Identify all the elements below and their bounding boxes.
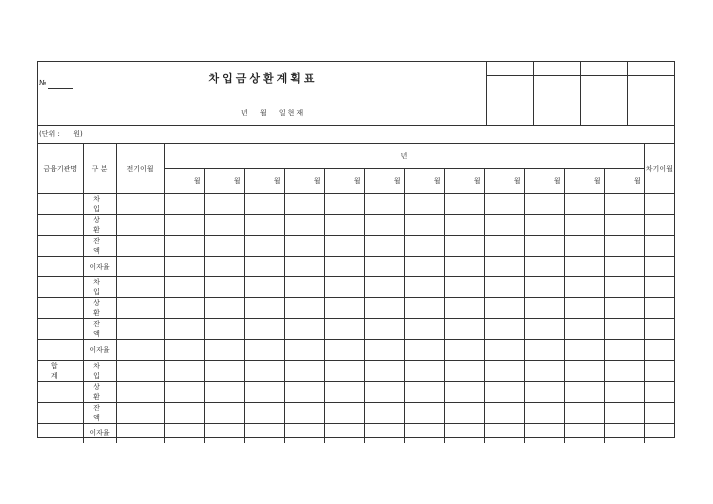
- month-value-cell[interactable]: [284, 381, 324, 402]
- prev-balance-cell[interactable]: [116, 360, 164, 381]
- month-value-cell[interactable]: [364, 381, 404, 402]
- institution-cell[interactable]: [38, 277, 83, 298]
- month-value-cell[interactable]: [204, 340, 244, 360]
- month-value-cell[interactable]: [204, 257, 244, 277]
- next-balance-cell[interactable]: [644, 340, 674, 360]
- month-value-cell[interactable]: [604, 381, 644, 402]
- next-balance-cell[interactable]: [644, 215, 674, 236]
- month-value-cell[interactable]: [524, 340, 564, 360]
- institution-header: 금융기관명: [38, 144, 83, 194]
- month-value-cell[interactable]: [524, 319, 564, 340]
- month-value-cell[interactable]: [564, 215, 604, 236]
- month-value-cell[interactable]: [604, 215, 644, 236]
- month-value-cell[interactable]: [484, 360, 524, 381]
- prev-balance-cell[interactable]: [116, 423, 164, 443]
- month-value-cell[interactable]: [204, 319, 244, 340]
- month-value-cell[interactable]: [524, 277, 564, 298]
- month-value-cell[interactable]: [204, 215, 244, 236]
- month-value-cell[interactable]: [244, 257, 284, 277]
- month-value-cell[interactable]: [604, 298, 644, 319]
- month-value-cell[interactable]: [364, 340, 404, 360]
- month-value-cell[interactable]: [444, 277, 484, 298]
- month-value-cell[interactable]: [364, 298, 404, 319]
- month-value-cell[interactable]: [564, 298, 604, 319]
- prev-balance-cell[interactable]: [116, 340, 164, 360]
- month-value-cell[interactable]: [164, 277, 204, 298]
- month-value-cell[interactable]: [324, 360, 364, 381]
- institution-cell[interactable]: [38, 423, 83, 443]
- institution-cell[interactable]: [38, 194, 83, 215]
- month-value-cell[interactable]: [524, 298, 564, 319]
- month-value-cell[interactable]: [244, 319, 284, 340]
- table-row: [38, 423, 674, 443]
- month-value-cell[interactable]: [324, 340, 364, 360]
- month-value-cell[interactable]: [324, 298, 364, 319]
- month-value-cell[interactable]: [524, 215, 564, 236]
- table-row: [38, 319, 674, 340]
- month-value-cell[interactable]: [404, 298, 444, 319]
- table-row: [38, 257, 674, 277]
- month-header-cell: 월: [164, 169, 204, 194]
- category-cell: 이자율: [83, 257, 116, 277]
- month-value-cell[interactable]: [164, 340, 204, 360]
- month-value-cell[interactable]: [404, 215, 444, 236]
- next-balance-cell[interactable]: [644, 257, 674, 277]
- approval-header-cell: [533, 62, 580, 76]
- category-cell: 잔 액: [83, 402, 116, 423]
- month-value-cell[interactable]: [404, 236, 444, 257]
- month-value-cell[interactable]: [284, 277, 324, 298]
- month-value-cell[interactable]: [284, 319, 324, 340]
- month-value-cell[interactable]: [244, 360, 284, 381]
- month-value-cell[interactable]: [204, 402, 244, 423]
- month-value-cell[interactable]: [564, 402, 604, 423]
- month-value-cell[interactable]: [444, 215, 484, 236]
- month-header-cell: 월: [564, 169, 604, 194]
- month-value-cell[interactable]: [244, 423, 284, 443]
- month-value-cell[interactable]: [364, 360, 404, 381]
- month-value-cell[interactable]: [164, 194, 204, 215]
- month-value-cell[interactable]: [524, 257, 564, 277]
- approval-sign-cell[interactable]: [580, 76, 627, 126]
- month-value-cell[interactable]: [604, 236, 644, 257]
- date-line: 년 월 일현재: [240, 109, 306, 117]
- month-value-cell[interactable]: [324, 319, 364, 340]
- prev-balance-cell[interactable]: [116, 381, 164, 402]
- total-label: 합 계: [38, 360, 83, 381]
- category-cell: 차 입: [83, 194, 116, 215]
- table-row: [38, 298, 674, 319]
- institution-cell[interactable]: [38, 215, 83, 236]
- unit-line: (단위 : 원): [38, 125, 674, 144]
- month-value-cell[interactable]: [324, 402, 364, 423]
- month-value-cell[interactable]: [244, 277, 284, 298]
- next-balance-cell[interactable]: [644, 236, 674, 257]
- prev-balance-cell[interactable]: [116, 319, 164, 340]
- institution-cell[interactable]: [38, 298, 83, 319]
- month-value-cell[interactable]: [604, 340, 644, 360]
- month-value-cell[interactable]: [244, 402, 284, 423]
- month-value-cell[interactable]: [204, 236, 244, 257]
- month-value-cell[interactable]: [564, 319, 604, 340]
- institution-cell[interactable]: [38, 340, 83, 360]
- month-value-cell[interactable]: [244, 194, 284, 215]
- prev-balance-cell[interactable]: [116, 215, 164, 236]
- month-value-cell[interactable]: [444, 236, 484, 257]
- approval-header-cell: [580, 62, 627, 76]
- month-value-cell[interactable]: [564, 236, 604, 257]
- month-value-cell[interactable]: [444, 257, 484, 277]
- month-value-cell[interactable]: [484, 277, 524, 298]
- month-value-cell[interactable]: [564, 360, 604, 381]
- category-header: 구 분: [83, 144, 116, 194]
- month-value-cell[interactable]: [524, 423, 564, 443]
- month-value-cell[interactable]: [244, 381, 284, 402]
- month-header-cell: 월: [524, 169, 564, 194]
- month-value-cell[interactable]: [564, 194, 604, 215]
- institution-cell[interactable]: [38, 381, 83, 402]
- month-value-cell[interactable]: [404, 340, 444, 360]
- next-balance-cell[interactable]: [644, 360, 674, 381]
- month-value-cell[interactable]: [484, 236, 524, 257]
- month-header-cell: 월: [404, 169, 444, 194]
- month-value-cell[interactable]: [604, 277, 644, 298]
- month-value-cell[interactable]: [524, 194, 564, 215]
- category-cell: 이자율: [83, 423, 116, 443]
- document-number-field[interactable]: [48, 88, 73, 89]
- month-value-cell[interactable]: [164, 381, 204, 402]
- month-value-cell[interactable]: [364, 194, 404, 215]
- month-value-cell[interactable]: [404, 360, 444, 381]
- next-balance-header: 차기이월: [644, 144, 674, 194]
- month-value-cell[interactable]: [444, 360, 484, 381]
- table-row: [38, 360, 674, 381]
- institution-cell[interactable]: [38, 257, 83, 277]
- table-row: [38, 194, 674, 215]
- month-value-cell[interactable]: [524, 381, 564, 402]
- month-value-cell[interactable]: [324, 257, 364, 277]
- month-value-cell[interactable]: [484, 423, 524, 443]
- month-value-cell[interactable]: [604, 402, 644, 423]
- category-cell: 이자율: [83, 340, 116, 360]
- month-value-cell[interactable]: [204, 423, 244, 443]
- month-value-cell[interactable]: [324, 194, 364, 215]
- prev-balance-cell[interactable]: [116, 277, 164, 298]
- table-row: [38, 381, 674, 402]
- month-value-cell[interactable]: [364, 423, 404, 443]
- month-value-cell[interactable]: [604, 319, 644, 340]
- month-value-cell[interactable]: [444, 194, 484, 215]
- month-value-cell[interactable]: [484, 257, 524, 277]
- month-value-cell[interactable]: [204, 298, 244, 319]
- month-value-cell[interactable]: [604, 194, 644, 215]
- approval-box: [486, 62, 674, 125]
- month-value-cell[interactable]: [164, 215, 204, 236]
- next-balance-cell[interactable]: [644, 298, 674, 319]
- month-value-cell[interactable]: [564, 423, 604, 443]
- month-value-cell[interactable]: [244, 340, 284, 360]
- month-value-cell[interactable]: [284, 236, 324, 257]
- month-header-cell: 월: [604, 169, 644, 194]
- month-value-cell[interactable]: [484, 215, 524, 236]
- month-value-cell[interactable]: [404, 381, 444, 402]
- month-value-cell[interactable]: [524, 236, 564, 257]
- approval-sign-cell[interactable]: [533, 76, 580, 126]
- next-balance-cell[interactable]: [644, 277, 674, 298]
- month-value-cell[interactable]: [604, 360, 644, 381]
- month-value-cell[interactable]: [204, 381, 244, 402]
- month-value-cell[interactable]: [164, 360, 204, 381]
- approval-sign-cell[interactable]: [487, 76, 534, 126]
- month-value-cell[interactable]: [244, 236, 284, 257]
- year-header: 년: [164, 144, 644, 169]
- table-row: [38, 277, 674, 298]
- category-cell: 상 환: [83, 381, 116, 402]
- category-cell: 잔 액: [83, 236, 116, 257]
- table-row: [38, 402, 674, 423]
- month-value-cell[interactable]: [364, 257, 404, 277]
- month-value-cell[interactable]: [364, 215, 404, 236]
- repayment-table: [38, 144, 674, 443]
- month-value-cell[interactable]: [564, 257, 604, 277]
- month-value-cell[interactable]: [364, 402, 404, 423]
- prev-balance-cell[interactable]: [116, 236, 164, 257]
- institution-cell[interactable]: [38, 402, 83, 423]
- month-value-cell[interactable]: [564, 381, 604, 402]
- document-number-label: №: [39, 79, 47, 87]
- month-value-cell[interactable]: [484, 298, 524, 319]
- prev-balance-header: 전기이월: [116, 144, 164, 194]
- month-value-cell[interactable]: [444, 298, 484, 319]
- month-header-cell: 월: [484, 169, 524, 194]
- month-value-cell[interactable]: [564, 277, 604, 298]
- month-value-cell[interactable]: [444, 402, 484, 423]
- month-value-cell[interactable]: [364, 277, 404, 298]
- month-value-cell[interactable]: [284, 423, 324, 443]
- month-value-cell[interactable]: [324, 215, 364, 236]
- table-row: [38, 215, 674, 236]
- month-value-cell[interactable]: [244, 298, 284, 319]
- month-value-cell[interactable]: [404, 194, 444, 215]
- category-cell: 상 환: [83, 215, 116, 236]
- month-header-cell: 월: [204, 169, 244, 194]
- month-value-cell[interactable]: [164, 236, 204, 257]
- month-value-cell[interactable]: [244, 215, 284, 236]
- category-cell: 잔 액: [83, 319, 116, 340]
- institution-cell[interactable]: [38, 319, 83, 340]
- month-value-cell[interactable]: [524, 402, 564, 423]
- month-value-cell[interactable]: [164, 402, 204, 423]
- month-value-cell[interactable]: [164, 298, 204, 319]
- table-row: [38, 236, 674, 257]
- month-value-cell[interactable]: [404, 257, 444, 277]
- month-value-cell[interactable]: [564, 340, 604, 360]
- month-value-cell[interactable]: [524, 360, 564, 381]
- month-value-cell[interactable]: [164, 423, 204, 443]
- next-balance-cell[interactable]: [644, 423, 674, 443]
- month-value-cell[interactable]: [324, 423, 364, 443]
- month-value-cell[interactable]: [484, 340, 524, 360]
- month-value-cell[interactable]: [284, 215, 324, 236]
- month-value-cell[interactable]: [444, 319, 484, 340]
- month-header-cell: 월: [444, 169, 484, 194]
- month-value-cell[interactable]: [404, 277, 444, 298]
- month-value-cell[interactable]: [604, 423, 644, 443]
- next-balance-cell[interactable]: [644, 381, 674, 402]
- month-header-cell: 월: [284, 169, 324, 194]
- category-cell: 차 입: [83, 277, 116, 298]
- month-header-cell: 월: [364, 169, 404, 194]
- month-value-cell[interactable]: [404, 319, 444, 340]
- prev-balance-cell[interactable]: [116, 257, 164, 277]
- month-header-cell: 월: [324, 169, 364, 194]
- month-value-cell[interactable]: [364, 236, 404, 257]
- month-value-cell[interactable]: [484, 319, 524, 340]
- form-title: 차입금상환계획표: [208, 72, 318, 85]
- month-value-cell[interactable]: [404, 402, 444, 423]
- month-value-cell[interactable]: [284, 298, 324, 319]
- month-value-cell[interactable]: [284, 360, 324, 381]
- month-value-cell[interactable]: [444, 423, 484, 443]
- month-value-cell[interactable]: [364, 319, 404, 340]
- month-value-cell[interactable]: [204, 277, 244, 298]
- form-header: [38, 62, 674, 126]
- month-value-cell[interactable]: [324, 236, 364, 257]
- month-value-cell[interactable]: [284, 402, 324, 423]
- month-value-cell[interactable]: [484, 402, 524, 423]
- table-row: [38, 340, 674, 360]
- category-cell: 상 환: [83, 298, 116, 319]
- prev-balance-cell[interactable]: [116, 194, 164, 215]
- month-header-cell: 월: [244, 169, 284, 194]
- approval-header-cell: [627, 62, 674, 76]
- debt-repayment-form: [37, 61, 675, 438]
- approval-sign-cell[interactable]: [627, 76, 674, 126]
- month-value-cell[interactable]: [444, 340, 484, 360]
- month-value-cell[interactable]: [164, 319, 204, 340]
- category-cell: 차 입: [83, 360, 116, 381]
- month-value-cell[interactable]: [404, 423, 444, 443]
- month-value-cell[interactable]: [484, 381, 524, 402]
- month-value-cell[interactable]: [284, 340, 324, 360]
- next-balance-cell[interactable]: [644, 194, 674, 215]
- institution-cell[interactable]: [38, 236, 83, 257]
- month-value-cell[interactable]: [444, 381, 484, 402]
- next-balance-cell[interactable]: [644, 402, 674, 423]
- prev-balance-cell[interactable]: [116, 402, 164, 423]
- prev-balance-cell[interactable]: [116, 298, 164, 319]
- month-value-cell[interactable]: [324, 381, 364, 402]
- month-value-cell[interactable]: [204, 360, 244, 381]
- month-value-cell[interactable]: [284, 194, 324, 215]
- next-balance-cell[interactable]: [644, 319, 674, 340]
- month-value-cell[interactable]: [204, 194, 244, 215]
- month-value-cell[interactable]: [324, 277, 364, 298]
- month-value-cell[interactable]: [164, 257, 204, 277]
- month-value-cell[interactable]: [284, 257, 324, 277]
- approval-header-cell: [487, 62, 534, 76]
- month-value-cell[interactable]: [604, 257, 644, 277]
- month-value-cell[interactable]: [484, 194, 524, 215]
